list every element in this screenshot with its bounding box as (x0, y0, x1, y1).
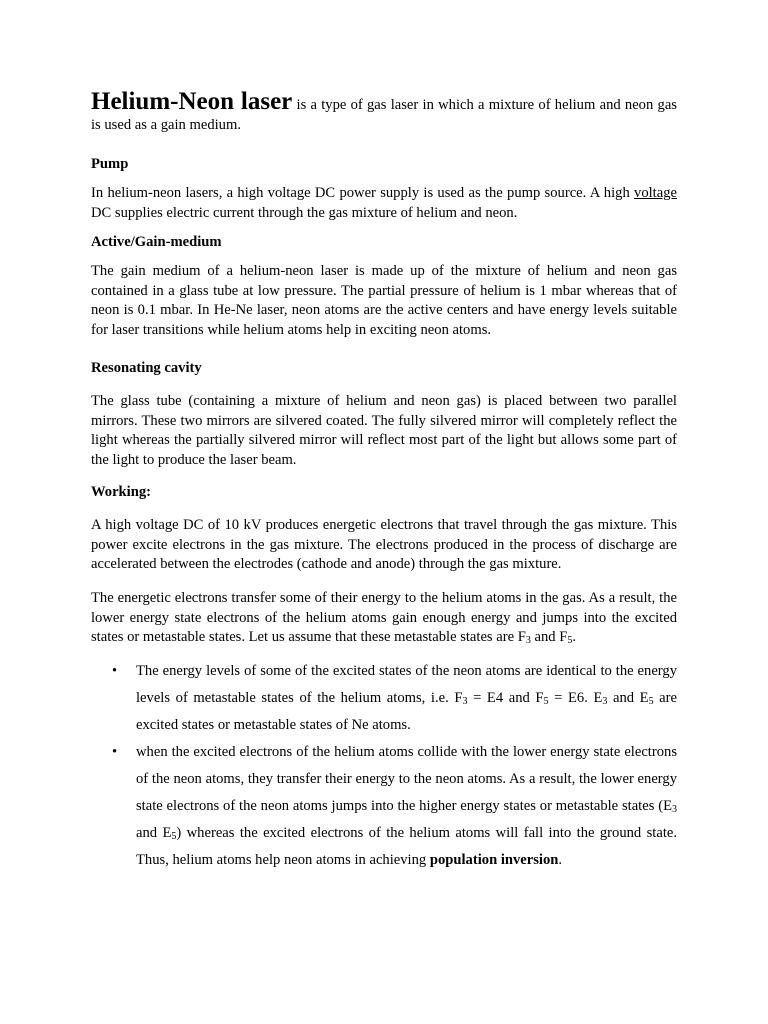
b1-text-2: = E4 and F (467, 690, 544, 706)
b1-text-3: = E6. E (548, 690, 603, 706)
b2-text-4: . (558, 852, 563, 868)
b1-text-5: are excited states or metastable states of Ne atoms. (136, 690, 677, 733)
b1-text-1: The energy levels of some of the excited states of the neon atoms are identical to the energy levels of metastable states of the helium atoms, i.e. F (136, 663, 677, 706)
bullet-item-energy-levels (91, 658, 677, 739)
cavity-heading: Resonating cavity (91, 360, 202, 376)
subscript: 5 (567, 635, 573, 646)
bullet-item-collision (91, 739, 677, 874)
subscript: 5 (171, 831, 177, 842)
b2-text-1: when the excited electrons of the helium atoms collide with the lower energy state electrons of the neon atoms, they transfer their energy to the neon atoms. As a result, the lower energy state electrons of the neon atoms jumps into the higher energy states or metastable states (E (136, 744, 677, 814)
subscript: 5 (648, 696, 654, 707)
population-inversion-term: population inversion (429, 852, 559, 868)
working-paragraph-2 (91, 589, 677, 648)
document-title: Helium-Neon laser (91, 88, 293, 115)
subscript: 3 (602, 696, 608, 707)
voltage-link[interactable]: voltage (634, 185, 677, 201)
intro-definition: is a type of gas laser in which a mixture of helium and neon gas is used as a gain medium. (91, 97, 677, 133)
gain-medium-heading: Active/Gain-medium (91, 234, 222, 250)
bullet-list (91, 658, 677, 874)
subscript: 3 (672, 804, 677, 815)
intro-paragraph (91, 88, 677, 135)
pump-text-1: In helium-neon lasers, a high voltage DC power supply is used as the pump source. A high (91, 185, 635, 201)
subscript: 3 (462, 696, 468, 707)
pump-text-2: DC supplies electric current through the gas mixture of helium and neon. (91, 204, 518, 221)
working-heading: Working: (91, 484, 152, 500)
subscript: 3 (525, 635, 531, 646)
working-paragraph-1: A high voltage DC of 10 kV produces energetic electrons that travel through the gas mixture. This power excite electrons in the gas mixture. The electrons produced in the process of discharge are accelerated between the electrodes (cathode and anode) through the gas mixture. (91, 517, 677, 572)
bullet-icon: • (112, 663, 118, 679)
b1-text-4: and E (607, 690, 649, 706)
cavity-paragraph: The glass tube (containing a mixture of helium and neon gas) is placed between two parallel mirrors. These two mirrors are silvered coated. The fully silvered mirror will completely reflect the light whereas the partially silvered mirror will reflect most part of the light but allows some part of the light to produce the laser beam. (91, 393, 677, 468)
working-p2-text: The energetic electrons transfer some of their energy to the helium atoms in the gas. As a result, the lower energy state electrons of the helium atoms gain enough energy and jumps into the excited states or metastable states. Let us assume that these metastable states are F (91, 590, 677, 645)
bullet-icon: • (112, 744, 118, 760)
working-p2-end: . (572, 629, 576, 645)
b2-text-3: ) whereas the excited electrons of the helium atoms will fall into the ground state. Thus, helium atoms help neon atoms in achieving (136, 825, 677, 868)
pump-paragraph (91, 184, 677, 223)
subscript: 5 (543, 696, 549, 707)
pump-heading: Pump (91, 156, 129, 172)
gain-medium-paragraph: The gain medium of a helium-neon laser is made up of the mixture of helium and neon gas contained in a glass tube at low pressure. The partial pressure of helium is 1 mbar whereas that of neon is 0.1 mbar. In He-Ne laser, neon atoms are the active centers and have energy levels suitable for laser transitions while helium atoms help in exciting neon atoms. (91, 263, 677, 338)
working-p2-and: and F (530, 629, 568, 645)
b2-text-2: and E (136, 825, 172, 841)
